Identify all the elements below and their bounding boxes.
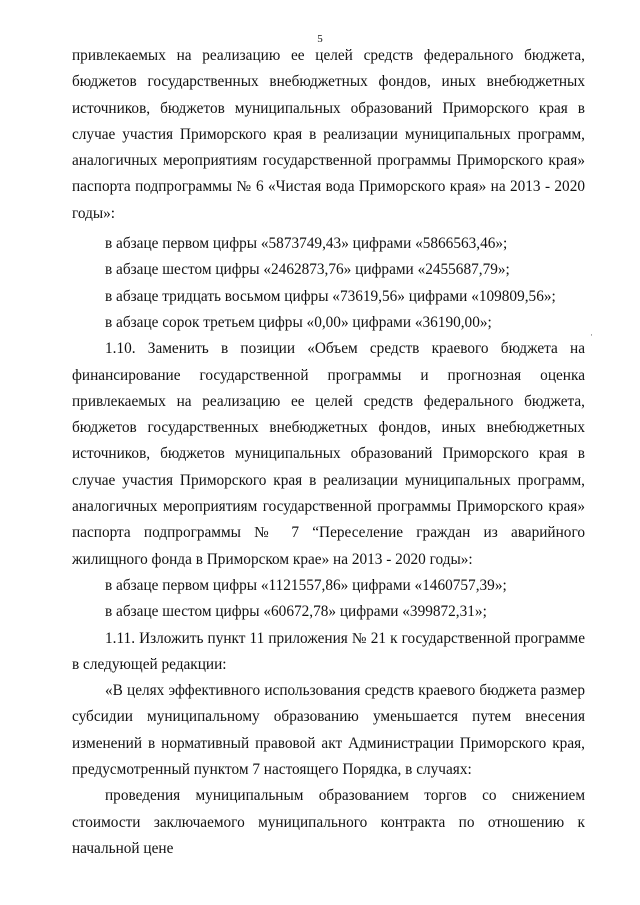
scan-mark: ·	[590, 330, 593, 340]
amendment-line: в абзаце первом цифры «1121557,86» цифрами «1460757,39»;	[105, 576, 507, 594]
paragraph-1-11: 1.11. Изложить пункт 11 приложения № 21 к государственной программе в следующей редакции:	[72, 629, 585, 673]
document-body	[72, 43, 585, 862]
amendment-line: в абзаце сорок третьем цифры «0,00» цифрами «36190,00»;	[105, 313, 492, 331]
amendment-line: в абзаце шестом цифры «2462873,76» цифрами «2455687,79»;	[105, 261, 510, 279]
paragraph-continuation: привлекаемых на реализацию ее целей средств федерального бюджета, бюджетов государственных внебюджетных фондов, иных внебюджетных источников, бюджетов муниципальных образований Приморского края в случае участия Приморского края в реализации муниципальных программ, аналогичных мероприятиям государственной программы Приморского края» паспорта подпрограммы № 6 «Чистая вода Приморского края» на 2013 - 2020 годы»:	[72, 47, 585, 222]
paragraph-tenders: проведения муниципальным образованием торгов со снижением стоимости заключаемого муниципального контракта по отношению к начальной цене	[72, 787, 585, 857]
paragraph-1-10: 1.10. Заменить в позиции «Объем средств краевого бюджета на финансирование государственной программы и прогнозная оценка привлекаемых на реализацию ее целей средств федерального бюджета, бюджетов государственных внебюджетных фондов, иных внебюджетных источников, бюджетов муниципальных образований Приморского края в случае участия Приморского края в реализации муниципальных программ, аналогичных мероприятиям государственной программы Приморского края» паспорта подпрограммы № 7 “Переселение граждан из аварийного жилищного фонда в Приморском крае» на 2013 - 2020 годы»:	[72, 340, 585, 568]
amendment-line: в абзаце тридцать восьмом цифры «73619,56» цифрами «109809,56»;	[105, 287, 556, 305]
amendment-line: в абзаце первом цифры «5873749,43» цифрами «5866563,46»;	[105, 235, 508, 253]
page-number: 5	[317, 33, 323, 45]
quoted-paragraph: «В целях эффективного использования средств краевого бюджета размер субсидии муниципальному образованию уменьшается путем внесения изменений в нормативный правовой акт Администрации Приморского края, предусмотренный пунктом 7 настоящего Порядка, в случаях:	[72, 682, 585, 779]
amendment-line: в абзаце шестом цифры «60672,78» цифрами «399872,31»;	[105, 603, 487, 621]
